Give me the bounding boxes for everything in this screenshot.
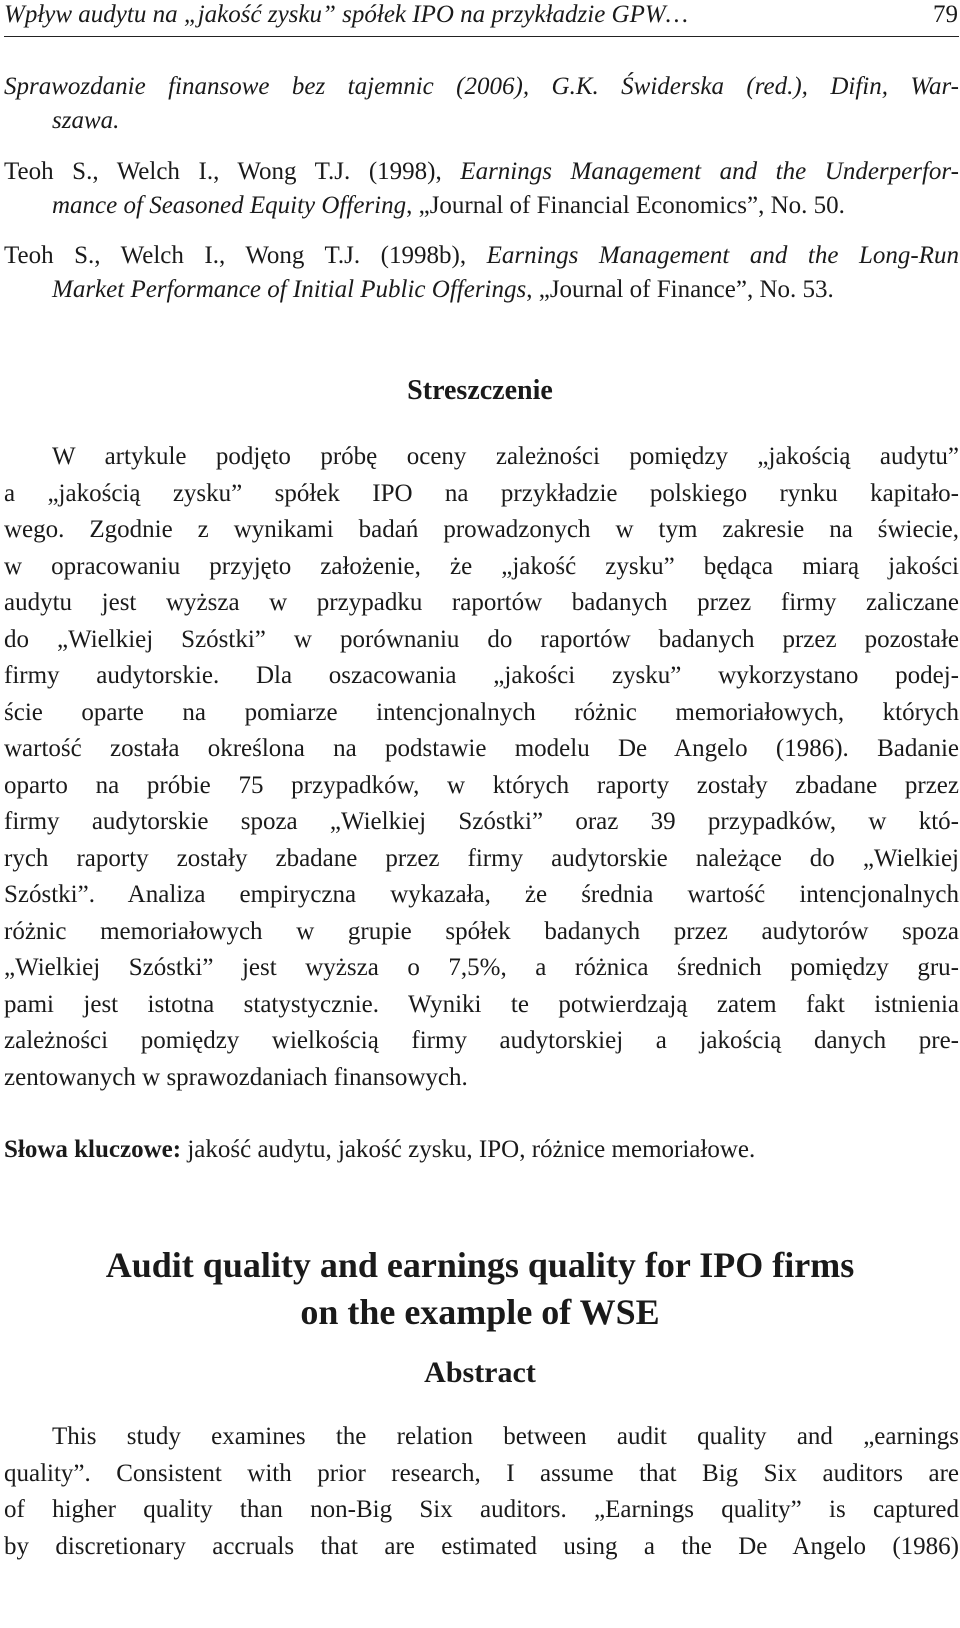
reference-title: Market Performance of Initial Public Offerings [52,276,527,303]
reference-authors: Teoh S., Welch I., Wong T.J. (1998), [4,158,461,185]
streszczenie-heading: Streszczenie [407,375,553,406]
body-line: This study examines the relation between audit quality and „earnings [52,1423,959,1450]
body-line: wartość została określona na podstawie modelu De Angelo (1986). Badanie [4,735,959,762]
keywords-label: Słowa kluczowe: [4,1136,182,1163]
streszczenie-body [4,439,959,1096]
english-title-line: on the example of WSE [300,1292,660,1332]
reference-line [4,273,959,307]
reference-title: mance of Seasoned Equity Offering [52,192,407,219]
reference-line [4,189,959,223]
english-title-line: Audit quality and earnings quality for IPO firms [105,1245,855,1285]
body-line: w opracowaniu przyjęto założenie, że „jakość zysku” będąca miarą jakości [4,552,959,580]
page-number: 79 [933,1,958,28]
reference-source: , „Journal of Financial Economics”, No. 50. [406,192,845,219]
abstract-heading: Abstract [424,1356,536,1389]
reference-line [4,70,959,104]
body-line: Szóstki”. Analiza empiryczna wykazała, że średnia wartość intencjonalnych [4,881,959,908]
reference-entry [4,155,959,223]
reference-entry [4,239,959,307]
reference-line [4,239,959,273]
reference-authors: Teoh S., Welch I., Wong T.J. (1998b), [4,242,487,269]
english-title [0,1242,960,1336]
body-line: audytu jest wyższa w przypadku raportów badanych przez firmy zaliczane [4,589,959,616]
body-line: of higher quality than non-Big Six auditors. „Earnings quality” is captured [4,1496,959,1523]
body-line: do „Wielkiej Szóstki” w porównaniu do raportów badanych przez pozostałe [4,625,959,653]
reference-line [4,155,959,189]
reference-entry [4,70,959,138]
body-line: rych raporty zostały zbadane przez firmy audytorskie należące do „Wielkiej [4,844,959,872]
reference-title: Earnings Management and the Long-Run [486,242,960,269]
keywords-list: jakość audytu, jakość zysku, IPO, różnice memoriałowe. [181,1136,756,1163]
body-line: zentowanych w sprawozdaniach finansowych. [4,1063,468,1091]
reference-line [4,104,959,138]
body-line: różnic memoriałowych w grupie spółek badanych przez audytorów spoza [4,917,959,945]
body-line: firmy audytorskie spoza „Wielkiej Szóstki” oraz 39 przypadków, w któ- [4,808,959,835]
abstract-body [4,1419,959,1565]
body-line: wego. Zgodnie z wynikami badań prowadzonych w tym zakresie na świecie, [4,516,959,543]
running-header-title: Wpływ audytu na „jakość zysku” spółek IPO na przykładzie GPW… [4,1,688,28]
body-line: by discretionary accruals that are estimated using a the De Angelo (1986) [4,1532,959,1560]
reference-title: szawa. [52,107,120,134]
reference-title: Earnings Management and the Underperfor- [460,158,959,185]
body-line: firmy audytorskie. Dla oszacowania „jakości zysku” wykorzystano podej- [4,662,959,689]
body-line: zależności pomiędzy wielkością firmy audytorskiej a jakością danych pre- [4,1027,959,1054]
reference-title: Sprawozdanie finansowe bez tajemnic (2006), G.K. Świderska (red.), Difin, War- [4,73,959,100]
body-line: W artykule podjęto próbę oceny zależności pomiędzy „jakością audytu” [52,443,959,470]
reference-source: , „Journal of Finance”, No. 53. [526,276,834,303]
body-line: a „jakością zysku” spółek IPO na przykładzie polskiego rynku kapitało- [4,479,959,507]
body-line: „Wielkiej Szóstki” jest wyższa o 7,5%, a różnica średnich pomiędzy gru- [4,954,959,981]
body-line: pami jest istotna statystycznie. Wyniki te potwierdzają zatem fakt istnienia [4,990,959,1018]
running-header [4,0,959,37]
body-line: quality”. Consistent with prior research, I assume that Big Six auditors are [4,1459,959,1487]
body-line: oparto na próbie 75 przypadków, w których raporty zostały zbadane przez [4,771,959,799]
keywords [4,1133,959,1167]
body-line: ście oparte na pomiarze intencjonalnych różnic memoriałowych, których [4,698,959,726]
